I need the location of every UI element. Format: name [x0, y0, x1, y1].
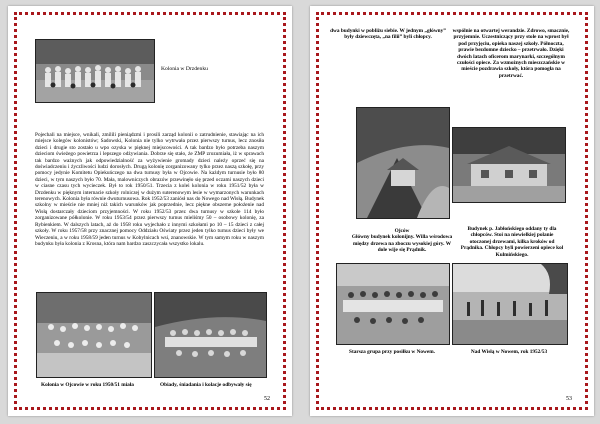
photo-kolonia-drzdenko: [35, 39, 155, 103]
right-page: [310, 6, 594, 416]
caption-nad-wisla: Nad Wisłą w Nowem, rok 1952/53: [470, 349, 548, 355]
page-number-left: 52: [264, 396, 270, 402]
text-top-right: wspólnie na otwartej werandzie. Zdrowo, smacznie, przyjemnie. Uczestniczący przy stole na wprost był pod przyjęciu, opieka naszej szkoły. Północzta, prawie bezdomne dziecko – przetrwało. Dzięki dwóch latach oficerom marynarki, szczególnym czułości opiece. Za wzmożnych mieszczańskie w mieście pozdrawia szkoły, która pomogła na przetrwać.: [452, 28, 570, 79]
left-page: [8, 6, 292, 416]
photo-nad-wisla: [452, 263, 568, 345]
photo-caption-drzdenko: Kolonia w Drzdenku: [161, 66, 208, 72]
page-number-right: 53: [566, 396, 572, 402]
text-top-left: dwa budynki w pobliżu siebie. W jednym „główny” były dziewczęta, „na filii” byli chłopcy.: [330, 28, 446, 41]
caption-ojcow-right: Ojców Główny budynek kolonijny. Willa wśrodowa między drzewa na zboczu wysokiej góry. W dole wije się Prądnik.: [351, 228, 453, 254]
caption-starsza-grupa: Starsza grupa przy posiłku w Nowem.: [349, 349, 435, 355]
photo-starsza-grupa: [336, 263, 450, 345]
main-paragraph: Pojechali na miejsce, wnikali, zmilili pieniądzmi i prosili zarząd kolonii o zatrudnienie, stawiając na ich miejsce kolegów kolonistów; Sadowski, Kolonia nie tylko wytrwała przez pierwszy turnus, lecz znosiła dzieci i drugie sto zostało u wpo ozyska w pięknej miejscowości. A tak bardzo było potrzeba naszym dzieciom świeżego powietrza i lepszego odżywiania. Dobrze się stało, że ZMP zrozumiała, iż w sprawach tak bardzo ważnych jak odpowiedzialność za wyżywienie gromady dzieci należy oprzeć się na doświadczeniu i życzliwości ludzi dorosłych. Drugą kolonię zorganizowany tylko przez naszą szkołę, przy pomocy jedynie Komitetu Opiekuńczego na dwa turnusy była w Ojcowie. Na każdym turnusie było 80 dzieci, w tym naszych było 70. Mała, malowniczych obrazów przewinęło się przed oczami naszych dzieci w ciasne czasu tych wycieczek. Był to rok 1950/51. Trzecia z kolei kolonia w roku 1951/52 była w Drzdenku w pięknym internacie szkoły rolniczej w dużym suterenowym lesie w wymarzonych warunkach terenowych. Kolonia była równie dwuturnusowa. Rok 1952/53 zaniósł nas do Nowego nad Wisłą. Budynek szkolny w mieście nie mniej niż takich warunków jak poprzednie, lecz piękne obszerne położenie nad Wisłą dostarczały dzieciom przyjemności. W roku 1952/53 przez dwa turnusy w szkole 114 było zorganizowane półkolonie. W roku 1953/54 przez pierwszy turnus mieliśmy 50 – osobowy kolonię, za Rybienkiem. W dalszych latach, aż do 1958 roku wyjechało z innymi szkołami po 10 – 15 dzieci z całej szkoły. W roku 1957/58 przy znacznej pomocy Oddziału Oświaty przez jeden tylko turnus dzieci były we Wieczeniu, a w roku 1958/59 jeden turnus w Kobylnicach wsi, znanowskie. W tym samym roku w naszym budynku była kolonia z Krosna, która nam bardzo zaszczycała wszystko lokalu.: [35, 132, 264, 247]
photo-kolonia-ojcow: [36, 292, 152, 378]
caption-obiady: Obiady, śniadania i kolacje odbywały się: [160, 382, 252, 388]
photo-budynek-jablonskiego: [452, 127, 566, 203]
caption-ojcow-left: Kolonia w Ojcowie w roku 1950/51 miała: [41, 382, 134, 388]
photo-obiady: [154, 292, 267, 378]
caption-jablonskiego: Budynek p. Jabłońskiego oddany ty dla chłopców. Stoi na niewielkiej polanie otoczonej drzewami, kilka kroków od Prądnika. Chłopcy byli powierzeni opiece kol Kulmińskiego.: [460, 226, 564, 258]
photo-willa-ojcow: [356, 107, 450, 219]
